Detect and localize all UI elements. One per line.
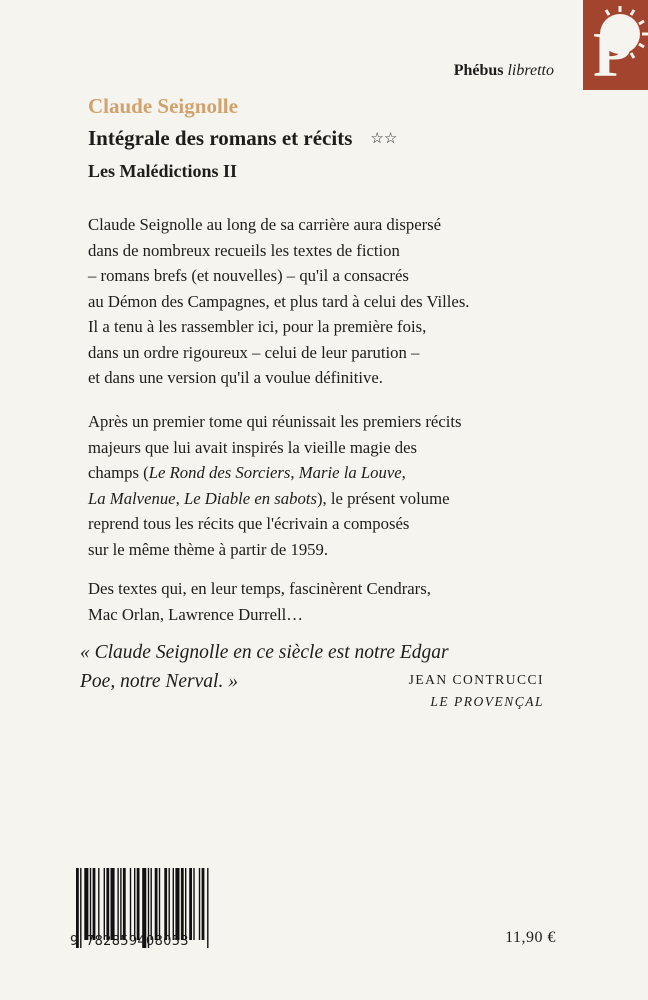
barcode-bar [137, 868, 140, 940]
barcode-bar [93, 868, 96, 940]
work-title: Le Diable en sabots [183, 488, 317, 508]
barcode-bar [175, 868, 179, 940]
blurb-line: et dans une version qu'il a voulue définitive. [88, 368, 383, 387]
barcode-bar [193, 868, 194, 940]
blurb-line: sur le même thème à partir de 1959. [88, 539, 329, 559]
blurb-line: majeurs que lui avait inspirés la vieille magie des [88, 437, 418, 457]
blurb-text: , [290, 463, 299, 482]
barcode-bar [169, 868, 170, 940]
blurb-text: , [175, 488, 184, 508]
barcode-bar [111, 868, 115, 940]
barcode-bar [159, 868, 160, 940]
blurb-line: dans de nombreux recueils les textes de fiction [88, 240, 400, 260]
quote-publication: LE PROVENÇAL [430, 694, 544, 709]
barcode-bar [151, 868, 152, 940]
blurb-line: Des textes qui, en leur temps, fascinèrent Cendrars, [88, 579, 431, 598]
blurb-text: champs ( [88, 463, 149, 482]
blurb-line: au Démon des Campagnes, et plus tard à celui des Villes. [88, 291, 470, 311]
blurb-line [88, 486, 578, 512]
barcode-bar [207, 868, 208, 948]
barcode-bar [117, 868, 118, 940]
barcode-bar [164, 868, 167, 940]
sun-p-icon [583, 0, 648, 90]
author-name: Claude Seignolle [88, 94, 238, 118]
barcode-bar [123, 868, 126, 940]
barcode-bar [130, 868, 131, 940]
barcode-bar [80, 868, 81, 948]
blurb-line: dans un ordre rigoureux – celui de leur parution – [88, 342, 420, 362]
isbn-first-digit: 9 [70, 934, 79, 949]
blurb-line: Après un premier tome qui réunissait les premiers récits [88, 412, 462, 431]
blurb-paragraph-2 [88, 409, 578, 562]
isbn-rest-digits: 782859408053 [86, 934, 189, 949]
imprint-brand: Phébus [453, 62, 504, 79]
quote-author: JEAN CONTRUCCI [408, 672, 544, 687]
barcode-bar [90, 868, 91, 940]
work-title: La Malvenue [88, 488, 176, 508]
quote-line: Poe, notre Nerval. » [80, 671, 238, 692]
barcode-bar [98, 868, 99, 940]
blurb-line: Il a tenu à les rassembler ici, pour la première fois, [88, 317, 427, 336]
barcode-bar [106, 868, 109, 940]
barcode-bar [84, 868, 88, 940]
blurb-line: reprend tous les récits que l'écrivain a composés [88, 514, 410, 533]
blurb-paragraph-1 [88, 212, 578, 391]
volume-stars: ☆☆ [370, 131, 398, 147]
barcode-bar [155, 868, 158, 940]
blurb-paragraph-3 [88, 576, 578, 627]
barcode-bar [202, 868, 205, 940]
phebus-logo [583, 0, 648, 90]
barcode-bar [104, 868, 105, 940]
blurb-text: , [401, 463, 406, 482]
svg-text:P: P [593, 19, 633, 90]
blurb-line: – romans brefs (et nouvelles) – qu'il a consacrés [88, 266, 409, 285]
book-title-text: Intégrale des romans et récits [88, 126, 353, 150]
barcode-bar [173, 868, 174, 940]
barcode-bar [189, 868, 192, 940]
barcode-bar [185, 868, 186, 940]
blurb-text: ), le présent volume [316, 488, 450, 508]
blurb-line: Mac Orlan, Lawrence Durrell… [88, 604, 303, 624]
book-title [88, 126, 397, 151]
barcode-bar [120, 868, 121, 940]
imprint-label [454, 62, 554, 80]
barcode-bar [181, 868, 184, 940]
price-label: 11,90 € [505, 929, 556, 946]
blurb-line [88, 460, 578, 486]
imprint-collection: libretto [507, 62, 554, 79]
book-subtitle: Les Malédictions II [88, 161, 238, 181]
quote-attribution [409, 669, 544, 713]
blurb-line: Claude Seignolle au long de sa carrière aura dispersé [88, 215, 442, 234]
work-title: Le Rond des Sorciers [148, 463, 291, 482]
barcode-bar [134, 868, 135, 940]
work-title: Marie la Louve [298, 463, 402, 482]
quote-line: « Claude Seignolle en ce siècle est notre Edgar [80, 642, 449, 663]
barcode-bar [199, 868, 200, 940]
